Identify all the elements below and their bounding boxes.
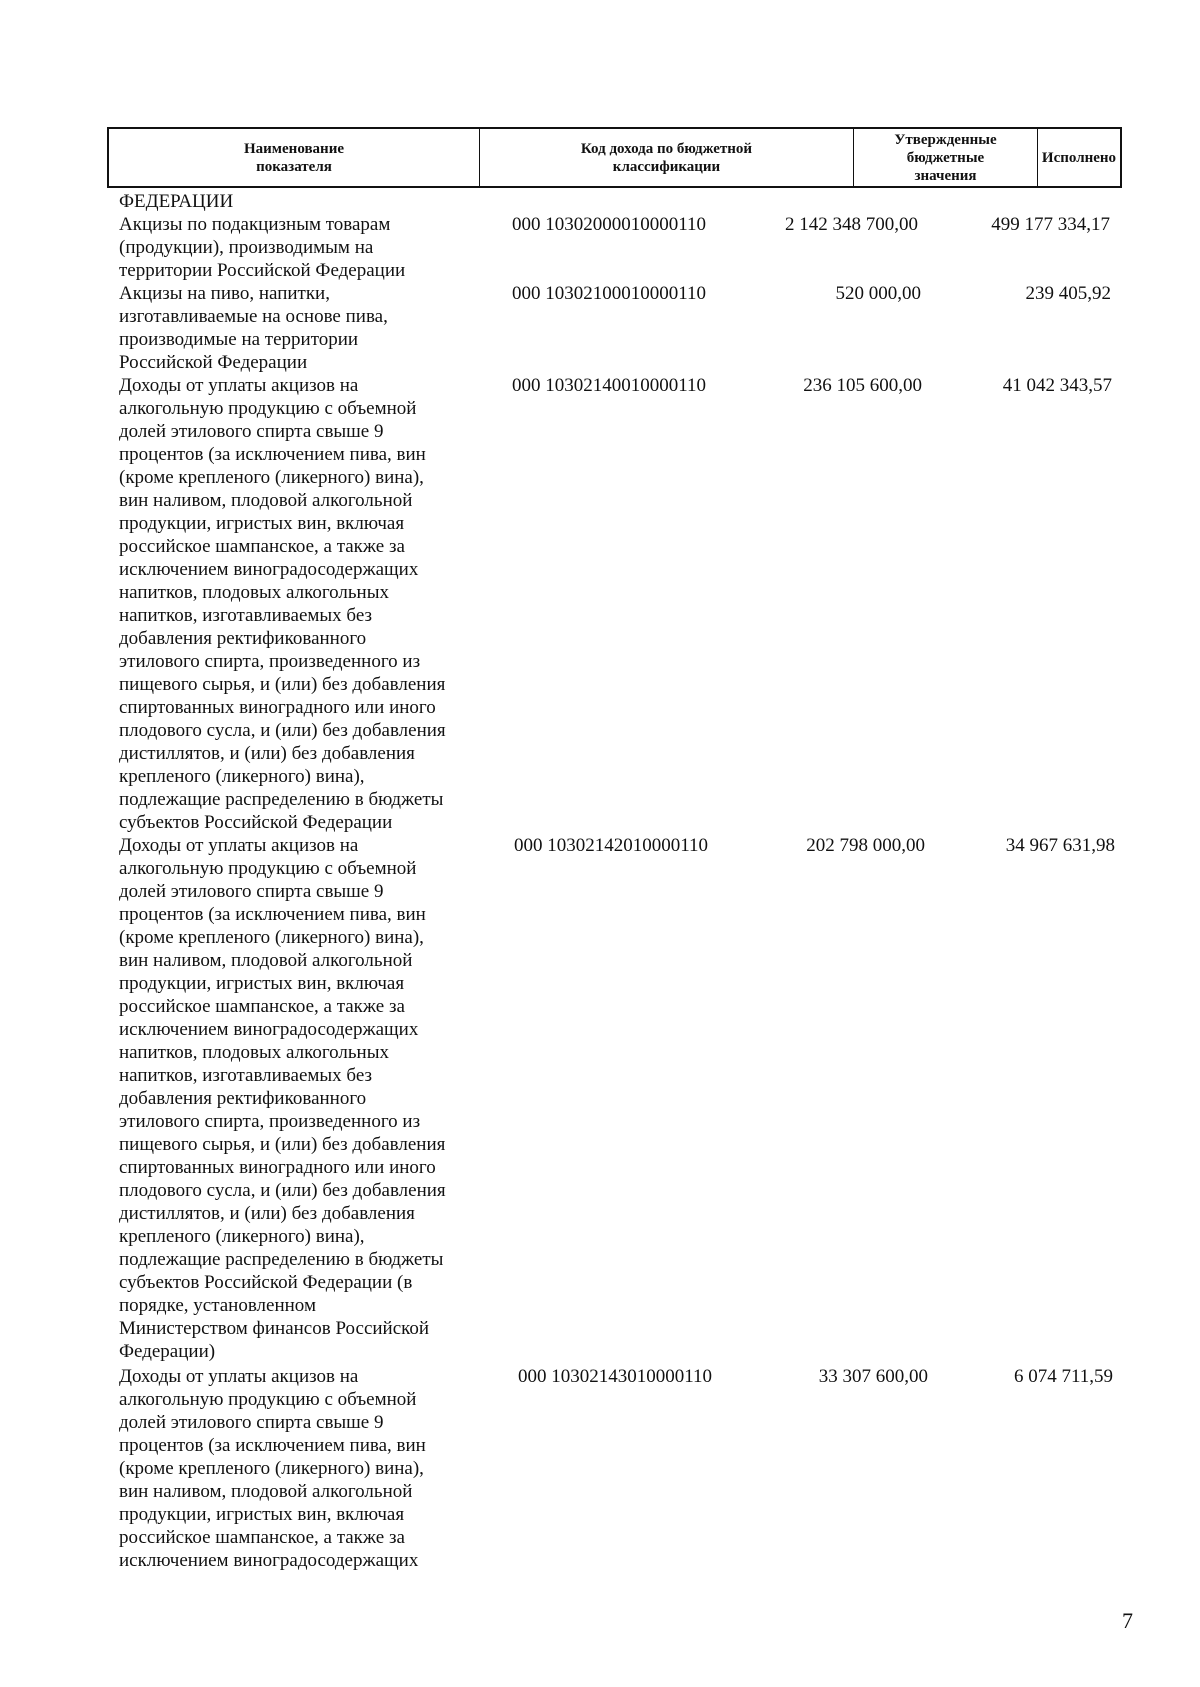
row-code: 000 10302143010000110 bbox=[518, 1366, 713, 1387]
header-code: Код дохода по бюджетной классификации bbox=[580, 140, 753, 175]
row-code: 000 10302100010000110 bbox=[512, 283, 707, 304]
row-name: Доходы от уплаты акцизов на алкогольную продукцию с объемной долей этилового спирта свыше 9 процентов (за исключением пива, вин (кроме крепленого (ликерного) вина), вин наливом, плодовой алкогольной продукции, игристых вин, включая российское шампанское, а также за исключением виноградосодержащих напитков, плодовых алкогольных напитков, изготавливаемых без добавления ректификованного этилового спирта, произведенного из пищевого сырья, и (или) без добавления спиртованных виноградного или иного плодового сусла, и (или) без добавления дистиллятов, и (или) без добавления крепленого (ликерного) вина), подлежащие распределению в бюджеты субъектов Российской Федерации bbox=[119, 375, 446, 833]
row-executed: 34 967 631,98 bbox=[1005, 835, 1115, 856]
row-name: Акцизы по подакцизным товарам (продукции), производимым на территории Российской Федерации bbox=[119, 214, 406, 281]
row-approved: 236 105 600,00 bbox=[803, 375, 922, 396]
row-approved: 2 142 348 700,00 bbox=[785, 214, 918, 235]
row-code: 000 10302142010000110 bbox=[514, 835, 709, 856]
row-name: Доходы от уплаты акцизов на алкогольную продукцию с объемной долей этилового спирта свыше 9 процентов (за исключением пива, вин (кроме крепленого (ликерного) вина), вин наливом, плодовой алкогольной продукции, игристых вин, включая российское шампанское, а также за исключением виноградосодержащих напитков, плодовых алкогольных напитков, изготавливаемых без добавления ректификованного этилового спирта, произведенного из пищевого сырья, и (или) без добавления спиртованных виноградного или иного плодового сусла, и (или) без добавления дистиллятов, и (или) без добавления крепленого (ликерного) вина), подлежащие распределению в бюджеты субъектов Российской Федерации (в порядке, установленном Министерством финансов Российской Федерации) bbox=[119, 835, 446, 1362]
row-name: Доходы от уплаты акцизов на алкогольную продукцию с объемной долей этилового спирта свыше 9 процентов (за исключением пива, вин (кроме крепленого (ликерного) вина), вин наливом, плодовой алкогольной продукции, игристых вин, включая российское шампанское, а также за исключением виноградосодержащих bbox=[119, 1366, 426, 1571]
header-executed: Исполнено bbox=[1041, 149, 1117, 166]
row-executed: 6 074 711,59 bbox=[1013, 1366, 1113, 1387]
row-code: 000 10302000010000110 bbox=[512, 214, 707, 235]
row-code: 000 10302140010000110 bbox=[512, 375, 707, 396]
row-approved: 33 307 600,00 bbox=[818, 1366, 928, 1387]
header-approved: Утвержденные бюджетные значения bbox=[894, 131, 997, 184]
row-approved: 202 798 000,00 bbox=[806, 835, 925, 856]
row-executed: 499 177 334,17 bbox=[991, 214, 1110, 235]
row-name: Акцизы на пиво, напитки, изготавливаемые на основе пива, производимые на территории Российской Федерации bbox=[119, 283, 388, 373]
row-approved: 520 000,00 bbox=[835, 283, 921, 304]
table-header bbox=[107, 127, 1122, 188]
row-executed: 239 405,92 bbox=[1025, 283, 1111, 304]
page-number: 7 bbox=[1122, 1608, 1133, 1633]
continued-fragment: ФЕДЕРАЦИИ bbox=[119, 191, 234, 212]
row-executed: 41 042 343,57 bbox=[1002, 375, 1112, 396]
header-name: Наименование показателя bbox=[244, 140, 344, 175]
